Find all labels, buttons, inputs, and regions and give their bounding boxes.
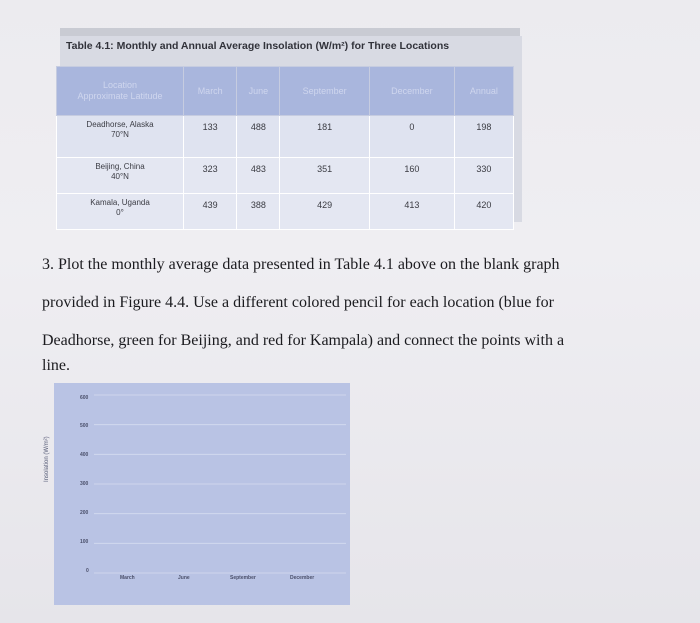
location-name: Kamala, Uganda bbox=[90, 198, 150, 207]
location-name: Beijing, China bbox=[95, 162, 145, 171]
value-cell: 323 bbox=[184, 158, 237, 194]
graph-grid bbox=[54, 383, 350, 605]
value-cell: 351 bbox=[280, 158, 370, 194]
x-tick-label: March bbox=[120, 575, 135, 581]
instruction-line-1: Plot the monthly average data presented in Table 4.1 above on the blank graph bbox=[58, 256, 560, 273]
value-cell: 483 bbox=[237, 158, 280, 194]
value-cell: 133 bbox=[184, 116, 237, 158]
location-latitude: 0° bbox=[116, 208, 124, 217]
table-row bbox=[57, 116, 514, 158]
header-september: September bbox=[280, 67, 370, 116]
instruction-text bbox=[42, 246, 662, 376]
header-annual: Annual bbox=[454, 67, 513, 116]
y-tick-label: 200 bbox=[80, 510, 89, 516]
table-header-row bbox=[57, 67, 514, 116]
header-december: December bbox=[369, 67, 454, 116]
y-tick-label: 600 bbox=[80, 395, 89, 401]
value-cell: 488 bbox=[237, 116, 280, 158]
header-location bbox=[57, 67, 184, 116]
x-tick-label: September bbox=[230, 575, 256, 581]
table-title: Table 4.1: Monthly and Annual Average Insolation (W/m²) for Three Locations bbox=[66, 40, 450, 52]
location-cell bbox=[57, 194, 184, 230]
graph-y-axis-label: Insolation (W/m²) bbox=[44, 436, 50, 482]
value-cell: 388 bbox=[237, 194, 280, 230]
blank-graph bbox=[54, 383, 350, 605]
table-row bbox=[57, 158, 514, 194]
header-location-label: Location bbox=[102, 80, 138, 90]
value-cell: 439 bbox=[184, 194, 237, 230]
header-june: June bbox=[237, 67, 280, 116]
y-tick-label: 300 bbox=[80, 481, 89, 487]
y-tick-label: 0 bbox=[86, 568, 89, 574]
location-latitude: 40°N bbox=[111, 172, 129, 181]
location-cell bbox=[57, 116, 184, 158]
value-cell: 0 bbox=[369, 116, 454, 158]
question-number: 3. bbox=[42, 256, 54, 273]
x-tick-label: December bbox=[290, 575, 315, 581]
y-tick-label: 400 bbox=[80, 452, 89, 458]
location-name: Deadhorse, Alaska bbox=[86, 120, 154, 129]
value-cell: 181 bbox=[280, 116, 370, 158]
header-latitude-label: Approximate Latitude bbox=[77, 91, 163, 101]
location-latitude: 70°N bbox=[111, 130, 129, 139]
table-row bbox=[57, 194, 514, 230]
instruction-line bbox=[42, 246, 662, 284]
y-tick-label: 100 bbox=[80, 539, 89, 545]
instruction-line-4: line. bbox=[42, 357, 70, 374]
instruction-line-3: Deadhorse, green for Beijing, and red for Kampala) and connect the points with a bbox=[42, 332, 565, 349]
x-tick-label: June bbox=[178, 575, 190, 581]
header-march: March bbox=[184, 67, 237, 116]
value-cell: 413 bbox=[369, 194, 454, 230]
value-cell: 420 bbox=[454, 194, 513, 230]
value-cell: 330 bbox=[454, 158, 513, 194]
insolation-table bbox=[56, 66, 514, 230]
value-cell: 198 bbox=[454, 116, 513, 158]
value-cell: 160 bbox=[369, 158, 454, 194]
y-tick-label: 500 bbox=[80, 423, 89, 429]
location-cell bbox=[57, 158, 184, 194]
value-cell: 429 bbox=[280, 194, 370, 230]
instruction-line-2: provided in Figure 4.4. Use a different colored pencil for each location (blue for bbox=[42, 294, 554, 311]
